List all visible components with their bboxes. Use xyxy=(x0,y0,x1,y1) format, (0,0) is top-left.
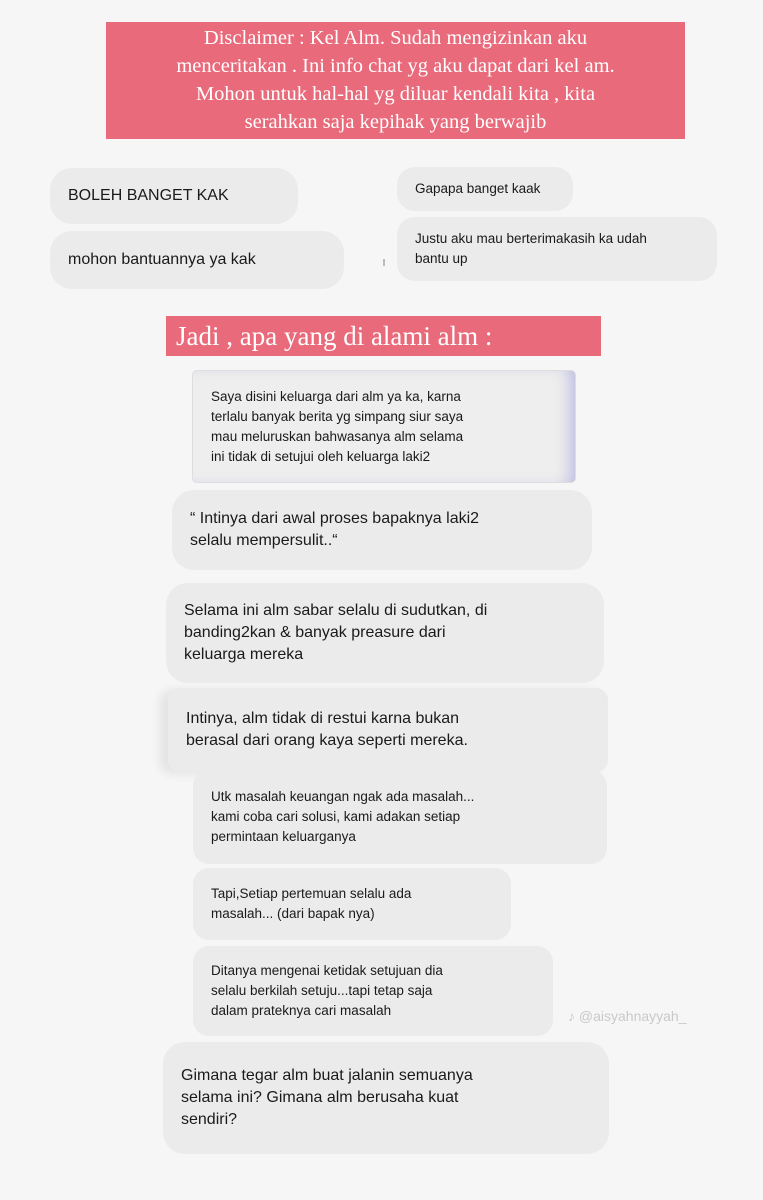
message-text: ini tidak di setujui oleh keluarga laki2 xyxy=(211,448,431,464)
message-text: Intinya, alm tidak di restui karna bukan xyxy=(186,710,460,727)
message-bubble-5 xyxy=(193,770,607,864)
message-text: “ Intinya dari awal proses bapaknya laki2 xyxy=(190,510,480,527)
disclaimer-line: Mohon untuk hal-hal yg diluar kendali kita , kita xyxy=(195,83,596,105)
message-screenshot-1 xyxy=(193,371,575,482)
message-text: masalah... (dari bapak nya) xyxy=(211,906,375,921)
message-text: dalam prateknya cari masalah xyxy=(211,1003,392,1018)
disclaimer-line: serahkan saja kepihak yang berwajib xyxy=(244,111,547,133)
message-text: selama ini? Gimana alm berusaha kuat xyxy=(181,1089,459,1106)
section-heading: Jadi , apa yang di alami alm : xyxy=(166,316,601,356)
message-text: banding2kan & banyak preasure dari xyxy=(184,624,446,641)
message-text: Tapi,Setiap pertemuan selalu ada xyxy=(211,886,412,901)
message-bubble-3 xyxy=(166,583,604,683)
message-bubble-6 xyxy=(193,868,511,940)
bubble-text: BOLEH BANGET KAK xyxy=(68,187,229,204)
bubble-text: Justu aku mau berterimakasih ka udah xyxy=(415,231,647,246)
disclaimer-banner xyxy=(106,22,685,139)
message-text: selalu mempersulit..“ xyxy=(190,532,338,549)
message-text: Ditanya mengenai ketidak setujuan dia xyxy=(211,963,443,978)
message-bubble-7 xyxy=(193,946,553,1036)
chat-bubble-left-1 xyxy=(50,168,298,224)
message-text: terlalu banyak berita yg simpang siur saya xyxy=(211,408,464,424)
message-text: permintaan keluarganya xyxy=(211,829,356,844)
disclaimer-line: Disclaimer : Kel Alm. Sudah mengizinkan aku xyxy=(203,27,588,49)
tiktok-icon: ♪ xyxy=(568,1008,575,1024)
watermark xyxy=(568,1008,687,1024)
message-text: mau meluruskan bahwasanya alm selama xyxy=(211,428,464,444)
bubble-text: bantu up xyxy=(415,251,468,266)
watermark-text: @aisyahnayyah_ xyxy=(578,1008,687,1024)
message-text: Utk masalah keuangan ngak ada masalah... xyxy=(211,789,475,804)
message-text: Gimana tegar alm buat jalanin semuanya xyxy=(181,1067,473,1084)
message-text: sendiri? xyxy=(181,1111,238,1128)
message-text: selalu berkilah setuju...tapi tetap saja xyxy=(211,983,433,998)
bubble-text: Gapapa banget kaak xyxy=(415,181,541,196)
chat-bubble-left-2 xyxy=(50,231,344,289)
chat-bubble-right-2 xyxy=(397,217,717,281)
message-text: Saya disini keluarga dari alm ya ka, karna xyxy=(211,388,461,404)
chat-bubble-right-1 xyxy=(397,167,573,211)
message-text: keluarga mereka xyxy=(184,646,304,663)
message-text: kami coba cari solusi, kami adakan setiap xyxy=(211,809,461,824)
message-text: Selama ini alm sabar selalu di sudutkan, di xyxy=(184,602,488,619)
message-bubble-8 xyxy=(163,1042,609,1154)
message-text: berasal dari orang kaya seperti mereka. xyxy=(186,732,468,749)
disclaimer-line: menceritakan . Ini info chat yg aku dapat dari kel am. xyxy=(176,55,615,77)
divider-mark xyxy=(383,259,385,266)
bubble-text: mohon bantuannya ya kak xyxy=(68,251,256,268)
message-bubble-2 xyxy=(172,490,592,570)
message-bubble-4 xyxy=(168,688,608,772)
